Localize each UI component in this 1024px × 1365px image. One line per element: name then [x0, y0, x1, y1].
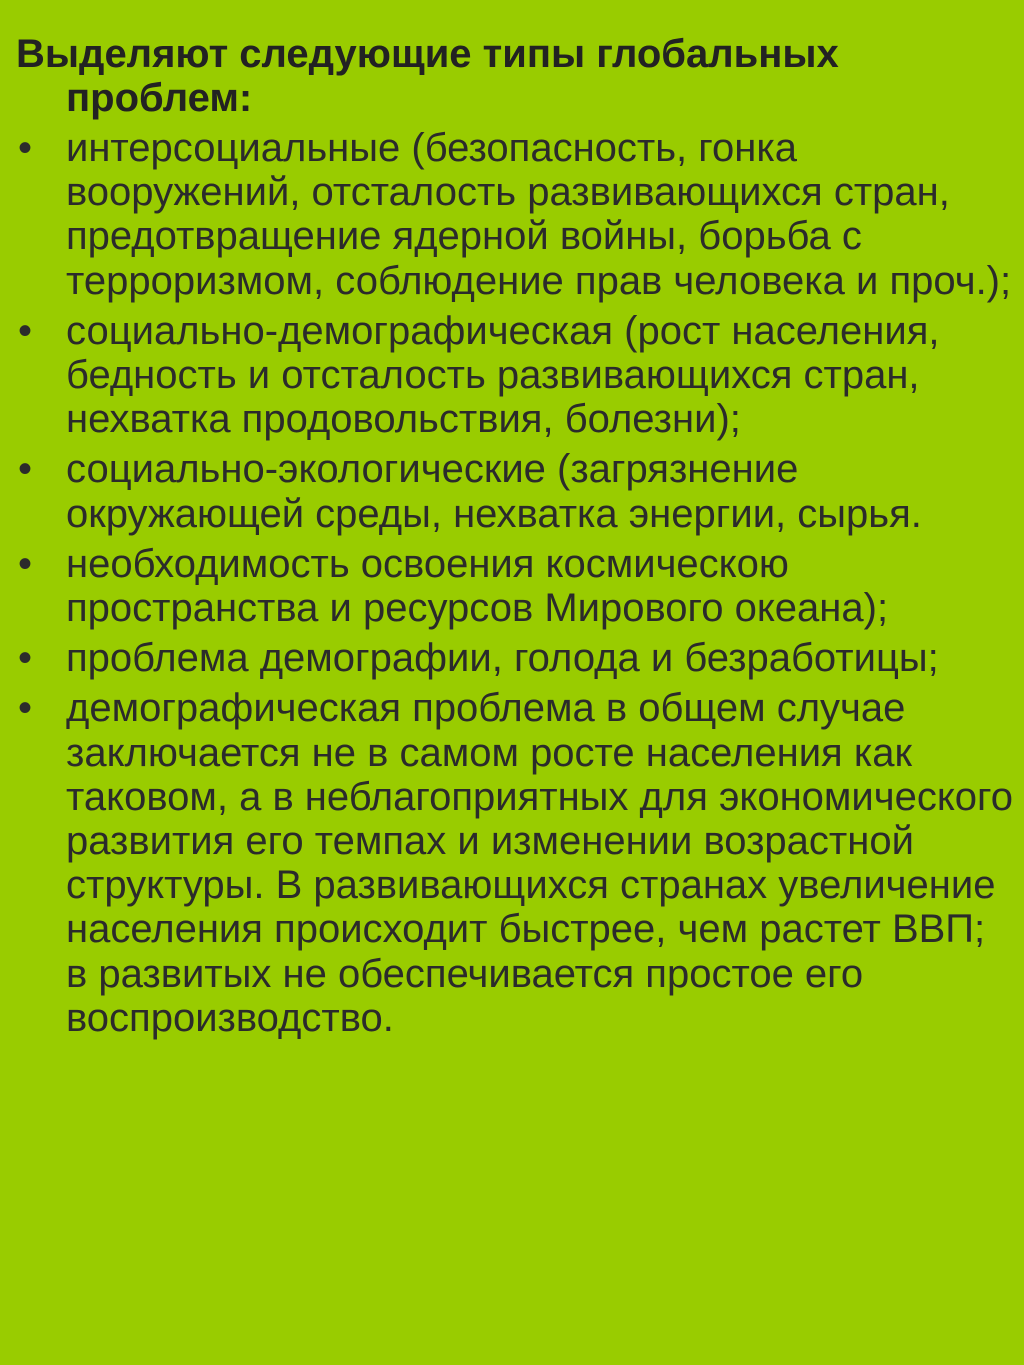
- bullet-icon: •: [18, 541, 33, 586]
- slide-content: [16, 32, 1016, 1040]
- bullet-icon: •: [18, 126, 33, 170]
- list-item: [16, 309, 1016, 442]
- list-item-text: демографическая проблема в общем случае заключается не в самом росте населения как таковом, а в неблагоприятных для экономического развития его темпах и изменении возрастной структуры. В развивающихся странах увеличение населения происходит быстрее, чем растет ВВП; в развитых не обеспечивается простое его воспроизводство.: [66, 686, 1014, 1040]
- bullet-icon: •: [18, 636, 33, 681]
- bullet-icon: •: [18, 308, 33, 353]
- list-item: [16, 636, 1016, 680]
- list-item-text: социально-демографическая (рост населения, бедность и отсталость развивающихся стран, нехватка продовольствия, болезни);: [66, 308, 940, 442]
- slide-heading: Выделяют следующие типы глобальных проблем:: [16, 32, 839, 120]
- list-item-text: социально-экологические (загрязнение окружающей среды, нехватка энергии, сырья.: [66, 447, 922, 536]
- list-item: [16, 686, 1016, 1040]
- list-item: [16, 126, 1016, 303]
- bullet-list: [16, 126, 1016, 1040]
- list-item-text: необходимость освоения космическою пространства и ресурсов Мирового океана);: [66, 541, 889, 631]
- list-item-text: интерсоциальные (безопасность, гонка вооружений, отсталость развивающихся стран, предотвращение ядерной войны, борьба с терроризмом, соблюдение прав человека и проч.);: [66, 126, 1017, 303]
- bullet-icon: •: [18, 447, 33, 492]
- list-item: [16, 447, 1016, 535]
- list-item: [16, 542, 1016, 630]
- bullet-icon: •: [18, 686, 33, 731]
- list-item-text: проблема демографии, голода и безработицы;: [66, 636, 939, 681]
